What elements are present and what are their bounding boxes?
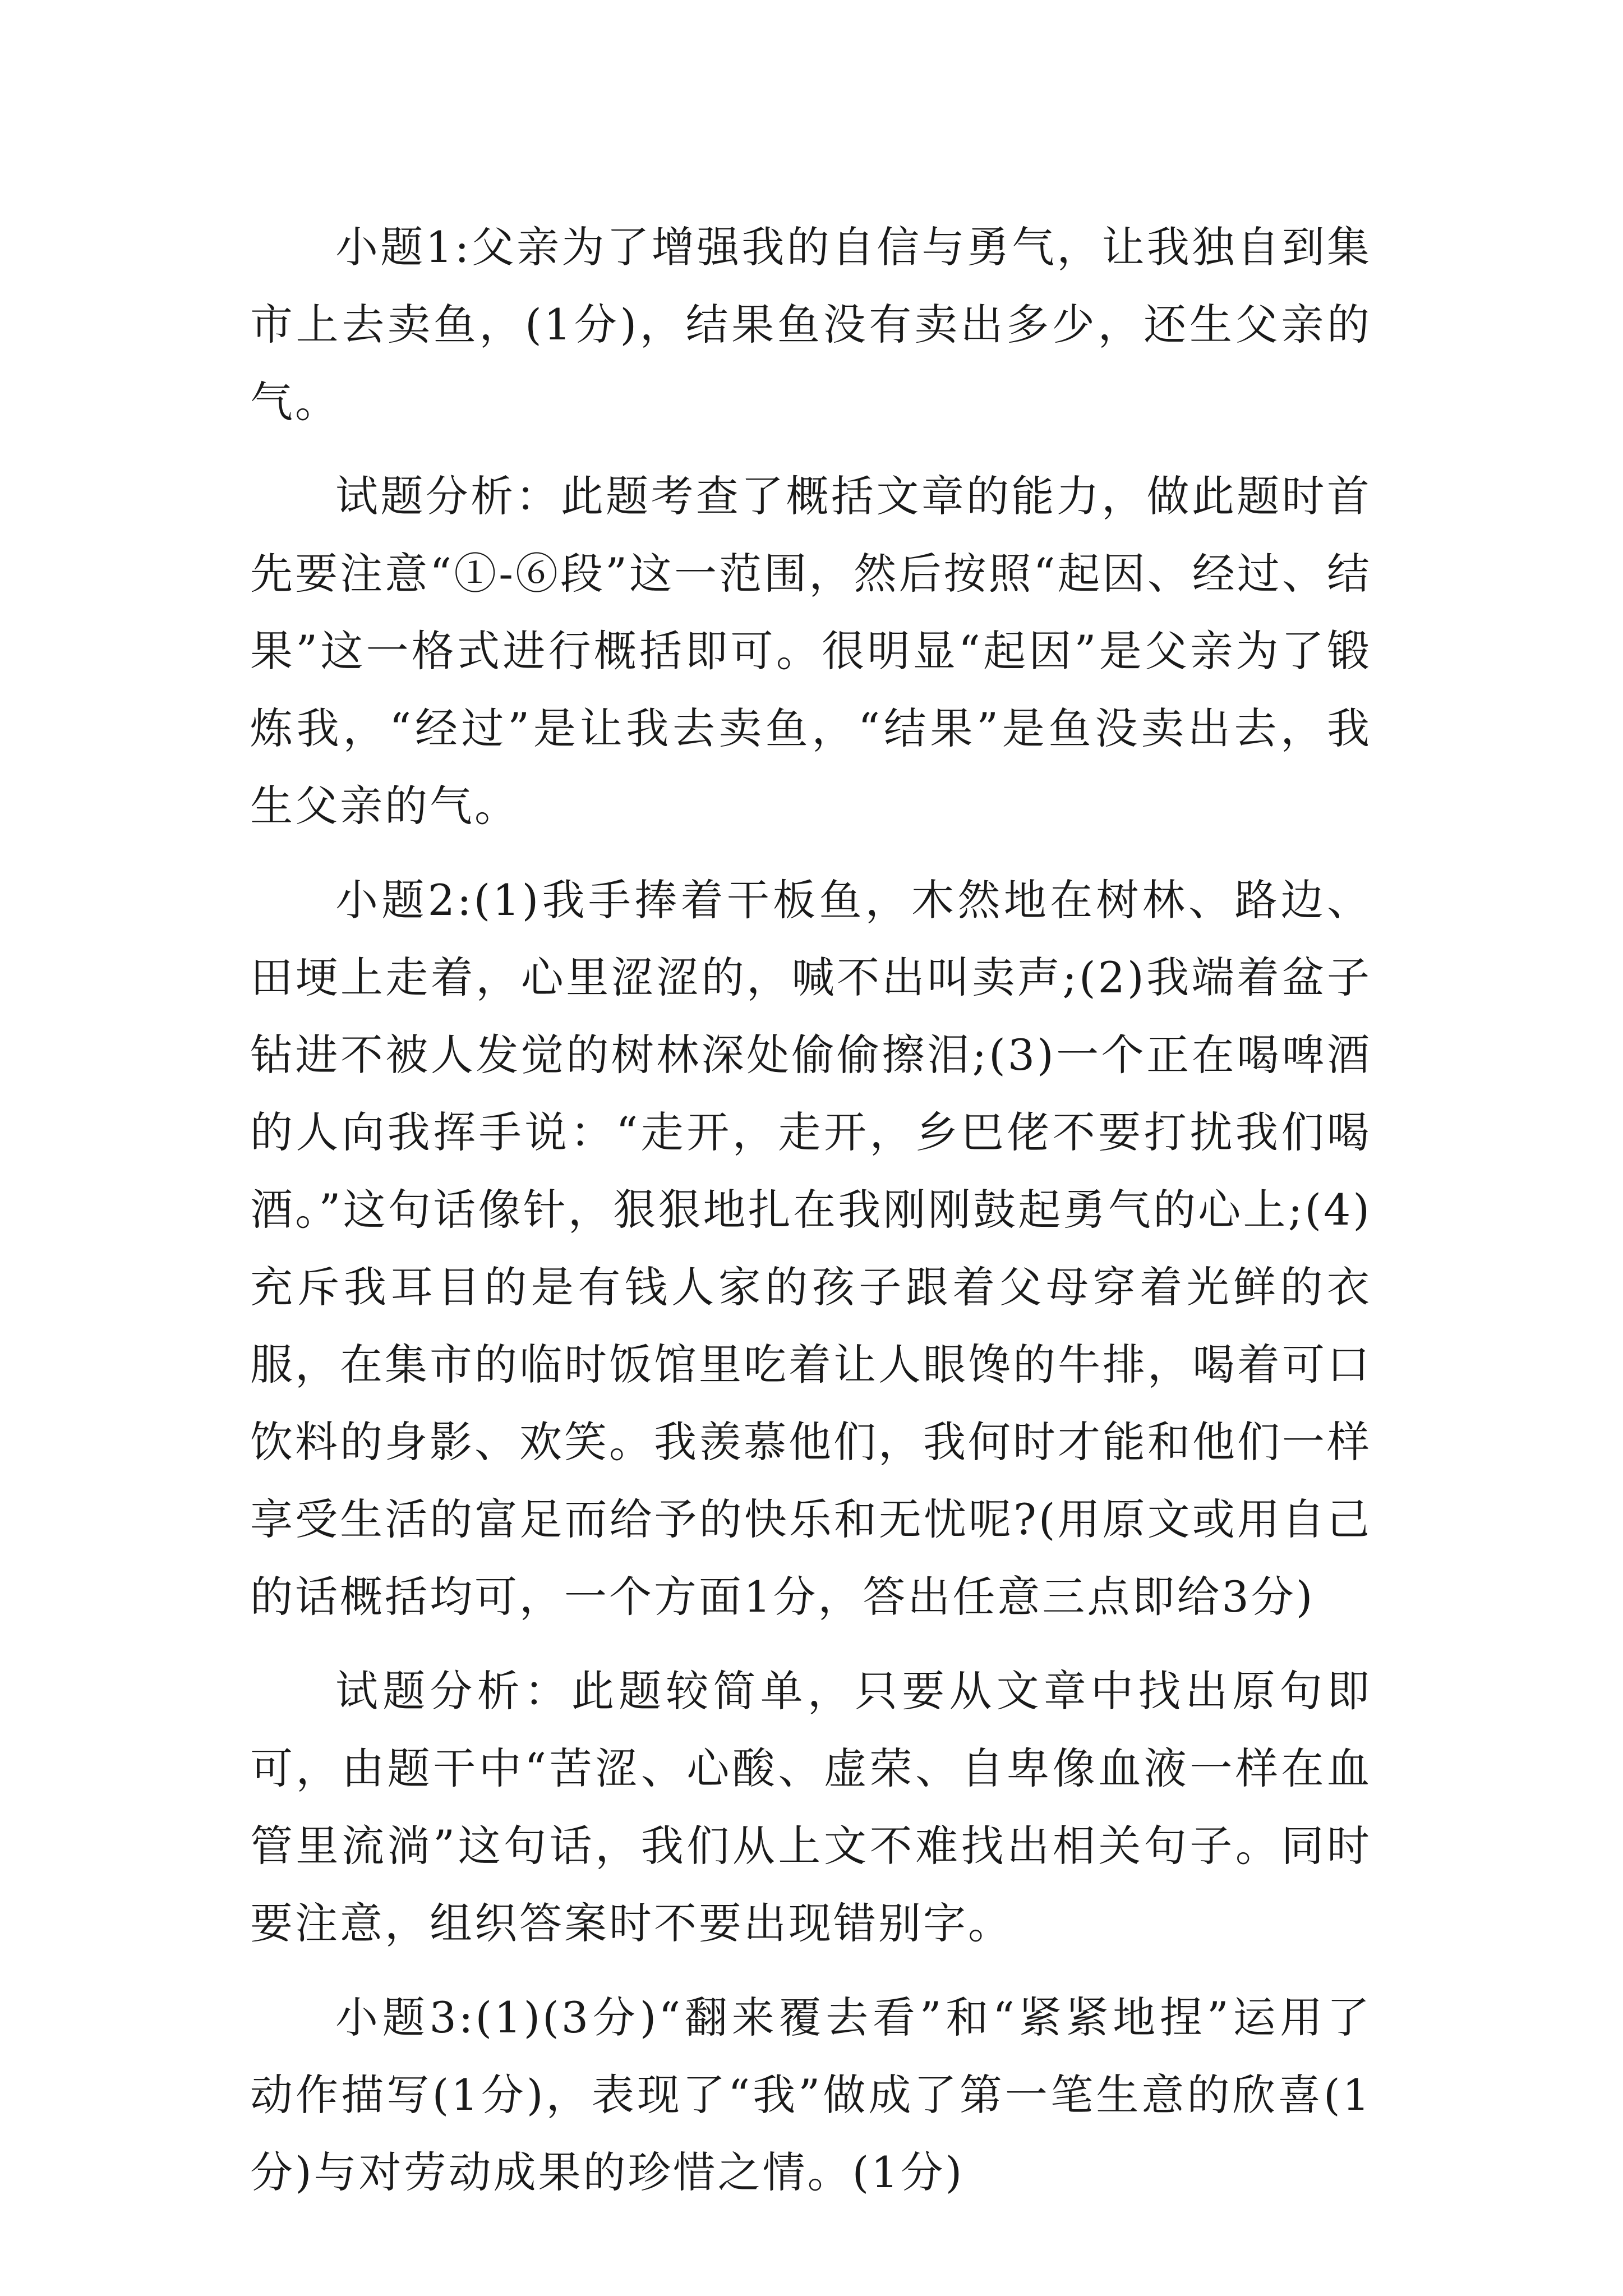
answer-question-1: 小题1:父亲为了增强我的自信与勇气，让我独自到集市上去卖鱼，(1分)，结果鱼没有卖出多少，还生父亲的气。 bbox=[250, 222, 1372, 427]
answer-question-2: 小题2:(1)我手捧着干板鱼，木然地在树林、路边、田埂上走着，心里涩涩的，喊不出叫卖声;(2)我端着盆子钻进不被人发觉的树林深处偷偷擦泪;(3)一个正在喝啤酒的人向我挥手说：“走开，走开，乡巴佬不要打扰我们喝酒。”这句话像针，狠狠地扎在我刚刚鼓起勇气的心上;(4)充斥我耳目的是有钱人家的孩子跟着父母穿着光鲜的衣服，在集市的临时饭馆里吃着让人眼馋的牛排，喝着可口饮料的身影、欢笑。我羡慕他们，我何时才能和他们一样享受生活的富足而给予的快乐和无忧呢?(用原文或用自己的话概括均可，一个方面1分，答出任意三点即给3分) bbox=[250, 875, 1372, 1622]
answer-question-3: 小题3:(1)(3分)“翻来覆去看”和“紧紧地捏”运用了动作描写(1分)，表现了“我”做成了第一笔生意的欣喜(1分)与对劳动成果的珍惜之情。(1分) bbox=[250, 1993, 1372, 2197]
analysis-question-2: 试题分析：此题较简单，只要从文章中找出原句即可，由题干中“苦涩、心酸、虚荣、自卑像血液一样在血管里流淌”这句话，我们从上文不难找出相关句子。同时要注意，组织答案时不要出现错别字。 bbox=[250, 1666, 1372, 1948]
document-body bbox=[250, 209, 1372, 2228]
analysis-question-1: 试题分析：此题考查了概括文章的能力，做此题时首先要注意“①-⑥段”这一范围，然后按照“起因、经过、结果”这一格式进行概括即可。很明显“起因”是父亲为了锻炼我，“经过”是让我去卖鱼，“结果”是鱼没卖出去，我生父亲的气。 bbox=[250, 471, 1372, 831]
